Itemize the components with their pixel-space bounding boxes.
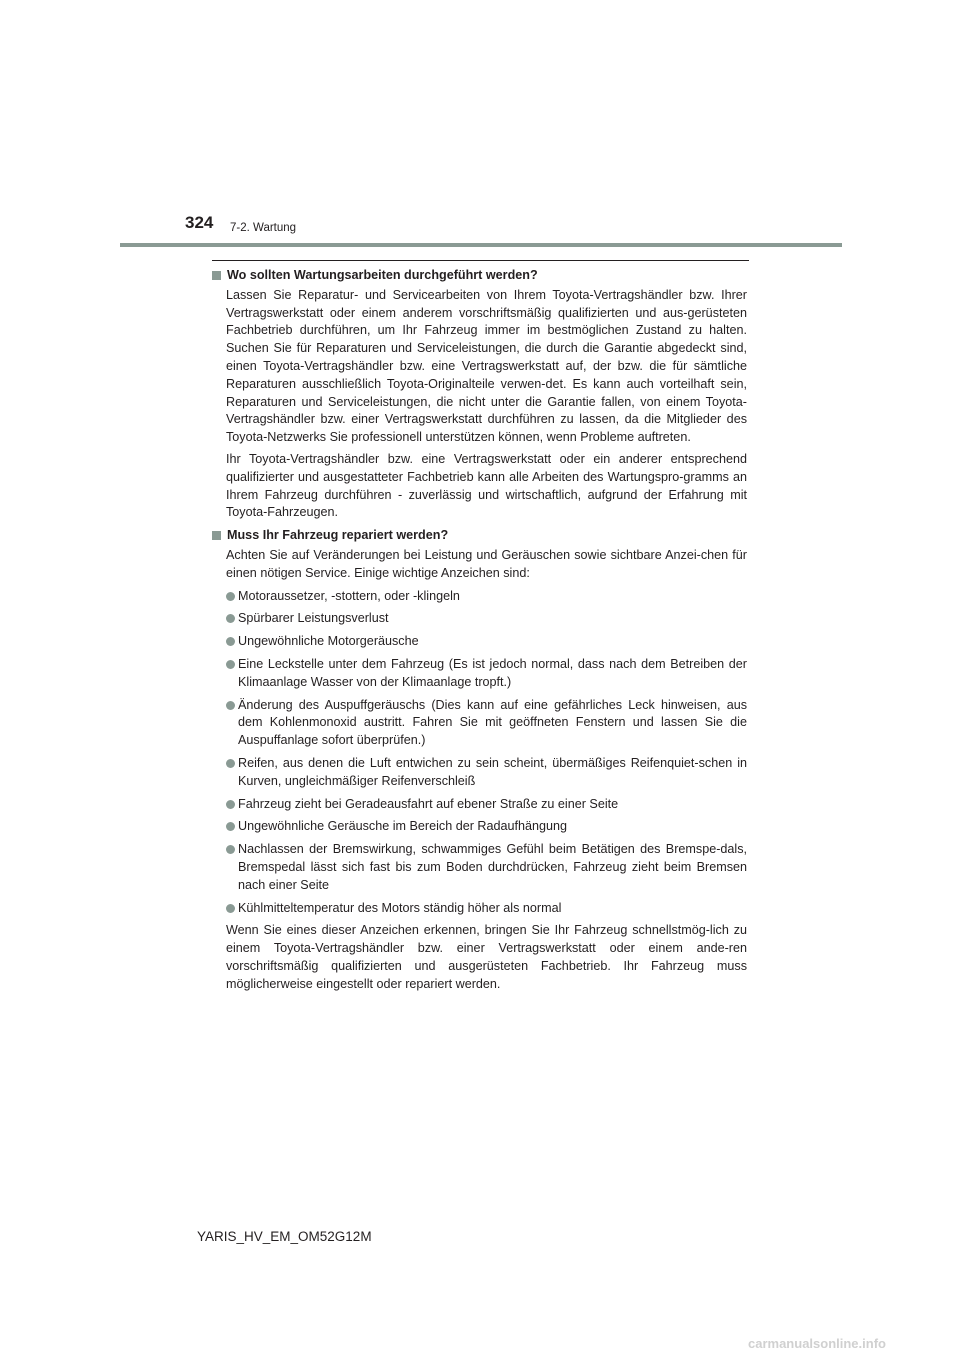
square-bullet-icon [212, 271, 221, 280]
list-item: Motoraussetzer, -stottern, oder -klingeln [226, 588, 747, 606]
header-rule [120, 243, 842, 247]
circle-bullet-icon [226, 614, 235, 623]
list-item: Kühlmitteltemperatur des Motors ständig höher als normal [226, 900, 747, 918]
list-item: Änderung des Auspuffgeräuschs (Dies kann auf eine gefährliches Leck hinweisen, aus dem Kohlenmonoxid austritt. Fahren Sie mit geöffneten Fenstern und lassen Sie die Auspuffanlage sofort überprüfen.) [226, 697, 747, 750]
circle-bullet-icon [226, 822, 235, 831]
heading-text: Muss Ihr Fahrzeug repariert werden? [227, 528, 449, 543]
section-heading-repair-needed [212, 527, 747, 545]
circle-bullet-icon [226, 701, 235, 710]
circle-bullet-icon [226, 637, 235, 646]
circle-bullet-icon [226, 759, 235, 768]
list-item: Ungewöhnliche Motorgeräusche [226, 633, 747, 651]
section-heading-maintenance-location [212, 267, 747, 285]
circle-bullet-icon [226, 845, 235, 854]
circle-bullet-icon [226, 800, 235, 809]
document-code: YARIS_HV_EM_OM52G12M [197, 1229, 372, 1244]
paragraph-closing: Wenn Sie eines dieser Anzeichen erkennen, bringen Sie Ihr Fahrzeug schnellstmög-lich zu einem Toyota-Vertragshändler bzw. einer Vertragswerkstatt oder einem ande-ren vorschriftsmäßig qualifizierten und ausgerüsteten Fachbetrieb. Ihr Fahrzeug muss möglicherweise eingestellt oder repariert werden. [226, 923, 747, 991]
list-item: Nachlassen der Bremswirkung, schwammiges Gefühl beim Betätigen des Bremspe-dals, Bremspedal lässt sich fast bis zum Boden durchdrücken, Fahrzeug zieht beim Bremsen nach einer Seite [226, 841, 747, 894]
circle-bullet-icon [226, 904, 235, 913]
paragraph-intro: Achten Sie auf Veränderungen bei Leistung und Geräuschen sowie sichtbare Anzei-chen für einen nötigen Service. Einige wichtige Anzeichen sind: [226, 547, 747, 580]
list-item: Fahrzeug zieht bei Geradeausfahrt auf ebener Straße zu einer Seite [226, 796, 747, 814]
paragraph: Lassen Sie Reparatur- und Servicearbeiten von Ihrem Toyota-Vertragshändler bzw. Ihrer Vertragswerkstatt oder einem anderem vorschriftsmäßig qualifizierten und aus-gerüsteten Fachbetrieb durchführen, um Ihr Fahrzeug immer im bestmöglichen Zustand zu halten. Suchen Sie für Reparaturen und Serviceleistungen, die durch die Garantie abgedeckt sind, einen Toyota-Vertragshändler bzw. eine Vertragswerkstatt auf, der bzw. die für sämtliche Reparaturen ausschließlich Toyota-Originalteile verwen-det. Es kann auch vorteilhaft sein, Reparaturen und Serviceleistungen, die nicht unter die Garantie fallen, von einem Toyota-Vertragshändler bzw. einer Vertragswerkstatt durchführen zu lassen, da die Mitglieder des Toyota-Netzwerks Sie professionell unterstützen können, wenn Probleme auftreten. [226, 287, 747, 445]
page-number: 324 [185, 213, 214, 232]
symptom-list [226, 588, 747, 918]
section-label: 7-2. Wartung [230, 222, 297, 234]
list-item: Ungewöhnliche Geräusche im Bereich der Radaufhängung [226, 818, 747, 836]
watermark: carmanualsonline.info [748, 1336, 886, 1351]
list-item: Eine Leckstelle unter dem Fahrzeug (Es ist jedoch normal, dass nach dem Betreiben der Klimaanlage Wasser von der Klimaanlage tropft.) [226, 656, 747, 692]
content-rule [212, 260, 749, 261]
square-bullet-icon [212, 531, 221, 540]
list-item: Reifen, aus denen die Luft entwichen zu sein scheint, übermäßiges Reifenquiet-schen in Kurven, ungleichmäßiger Reifenverschleiß [226, 755, 747, 791]
main-content [212, 267, 747, 997]
list-item: Spürbarer Leistungsverlust [226, 610, 747, 628]
heading-text: Wo sollten Wartungsarbeiten durchgeführt werden? [227, 268, 538, 282]
circle-bullet-icon [226, 660, 235, 669]
paragraph: Ihr Toyota-Vertragshändler bzw. eine Vertragswerkstatt oder ein anderer entsprechend qualifizierter und ausgestatteter Fachbetrieb kann alle Arbeiten des Wartungspro-gramms an Ihrem Fahrzeug durchführen - zuverlässig und wirtschaftlich, aufgrund der Erfahrung mit Toyota-Fahrzeugen. [226, 451, 747, 520]
circle-bullet-icon [226, 592, 235, 601]
